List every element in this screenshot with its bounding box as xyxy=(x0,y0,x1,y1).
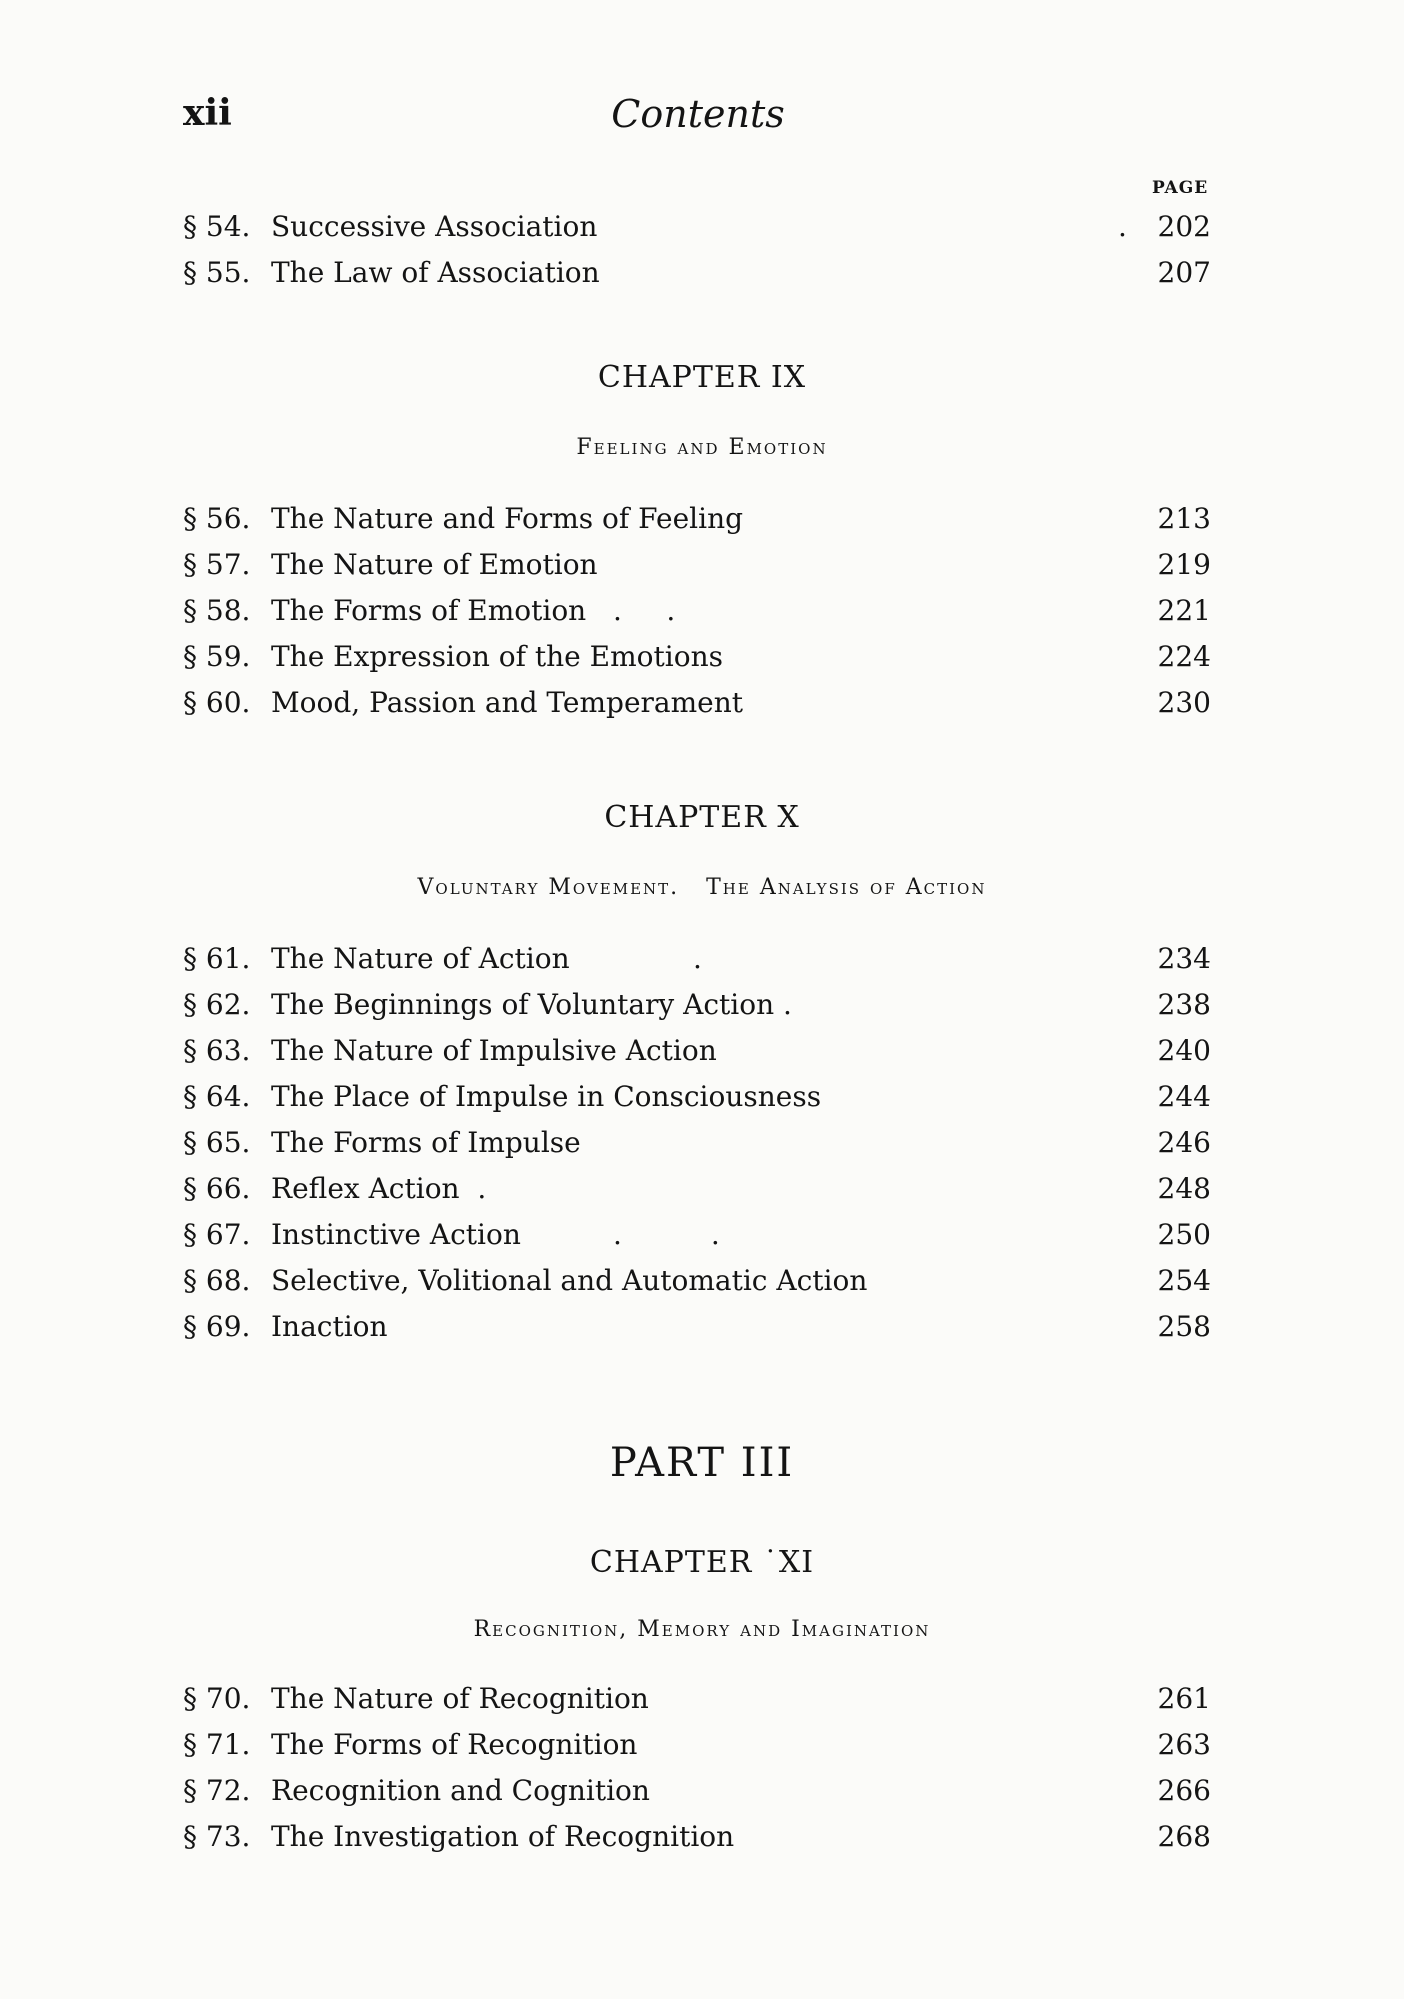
toc-entry xyxy=(183,1814,1211,1860)
toc-entry xyxy=(183,1304,1211,1350)
section-number: § 65. xyxy=(183,1126,251,1159)
toc-entry xyxy=(183,1120,1211,1166)
toc-entry xyxy=(183,1028,1211,1074)
page-ref: 238 xyxy=(1157,988,1211,1021)
page-ref: 230 xyxy=(1157,686,1211,719)
page-ref: 266 xyxy=(1157,1774,1211,1807)
page-ref: 224 xyxy=(1157,640,1211,673)
page-ref: 246 xyxy=(1157,1126,1211,1159)
page-ref: 250 xyxy=(1157,1218,1211,1251)
section-number: § 62. xyxy=(183,988,251,1021)
page-number: xii xyxy=(183,92,232,134)
section-title: The Nature of Emotion xyxy=(271,548,598,581)
section-number: § 63. xyxy=(183,1034,251,1067)
toc-entry xyxy=(183,250,1211,296)
toc-entry xyxy=(183,1722,1211,1768)
page-ref: 268 xyxy=(1157,1820,1211,1853)
page-ref: 263 xyxy=(1157,1728,1211,1761)
toc-entry xyxy=(183,1258,1211,1304)
page-ref: 258 xyxy=(1157,1310,1211,1343)
section-title: The Investigation of Recognition xyxy=(271,1820,735,1853)
section-title: Mood, Passion and Temperament xyxy=(271,686,744,719)
chapter-subtitle: Voluntary Movement. The Analysis of Action xyxy=(417,875,987,900)
chapter-heading: CHAPTER ˙XI xyxy=(589,1545,815,1580)
section-title: The Nature of Recognition xyxy=(271,1682,649,1715)
section-title: The Forms of Impulse xyxy=(271,1126,581,1159)
toc-entry xyxy=(183,982,1211,1028)
section-number: § 58. xyxy=(183,594,251,627)
dot-leader: . xyxy=(693,942,702,975)
toc-entry xyxy=(183,936,1211,982)
section-number: § 67. xyxy=(183,1218,251,1251)
section-number: § 70. xyxy=(183,1682,251,1715)
page-ref: 248 xyxy=(1157,1172,1211,1205)
toc-block-4 xyxy=(183,1676,1211,1860)
section-title: Recognition and Cognition xyxy=(271,1774,650,1807)
page-ref: 240 xyxy=(1157,1034,1211,1067)
toc-entry xyxy=(183,634,1211,680)
section-title: Inaction xyxy=(271,1310,388,1343)
page-ref: 213 xyxy=(1157,502,1211,535)
section-number: § 57. xyxy=(183,548,251,581)
toc-entry xyxy=(183,1074,1211,1120)
chapter-subtitle: Feeling and Emotion xyxy=(576,435,828,460)
section-number: § 68. xyxy=(183,1264,251,1297)
toc-entry xyxy=(183,1212,1211,1258)
section-title: The Forms of Emotion xyxy=(271,594,587,627)
section-number: § 59. xyxy=(183,640,251,673)
section-title: Reflex Action . xyxy=(271,1172,487,1205)
section-number: § 54. xyxy=(183,210,251,243)
toc-entry xyxy=(183,1166,1211,1212)
section-title: The Forms of Recognition xyxy=(271,1728,638,1761)
section-number: § 71. xyxy=(183,1728,251,1761)
toc-entry xyxy=(183,496,1211,542)
section-number: § 73. xyxy=(183,1820,251,1853)
chapter-heading: CHAPTER IX xyxy=(597,360,807,395)
section-title: The Nature and Forms of Feeling xyxy=(271,502,744,535)
section-number: § 72. xyxy=(183,1774,251,1807)
dot-leader: . xyxy=(1118,210,1127,243)
section-title: The Expression of the Emotions xyxy=(271,640,723,673)
toc-entry xyxy=(183,1768,1211,1814)
toc-block-2 xyxy=(183,496,1211,726)
section-title: The Nature of Action xyxy=(271,942,570,975)
dot-leader: . . xyxy=(613,594,676,627)
page-ref: 207 xyxy=(1157,256,1211,289)
chapter-heading: CHAPTER X xyxy=(604,800,800,835)
section-title: Selective, Volitional and Automatic Action xyxy=(271,1264,868,1297)
page-ref: 202 xyxy=(1157,210,1211,243)
section-title: Successive Association xyxy=(271,210,598,243)
page-ref: 221 xyxy=(1157,594,1211,627)
section-number: § 66. xyxy=(183,1172,251,1205)
toc-entry xyxy=(183,1676,1211,1722)
toc-entry xyxy=(183,204,1211,250)
section-number: § 56. xyxy=(183,502,251,535)
toc-entry xyxy=(183,680,1211,726)
section-number: § 69. xyxy=(183,1310,251,1343)
page-ref: 234 xyxy=(1157,942,1211,975)
toc-entry xyxy=(183,588,1211,634)
page-ref: 261 xyxy=(1157,1682,1211,1715)
section-title: The Nature of Impulsive Action xyxy=(271,1034,717,1067)
section-title: Instinctive Action xyxy=(271,1218,521,1251)
section-title: The Beginnings of Voluntary Action . xyxy=(271,988,792,1021)
page-column-label: PAGE xyxy=(1152,178,1209,198)
dot-leader: . . xyxy=(613,1218,720,1251)
toc-entry xyxy=(183,542,1211,588)
page-ref: 219 xyxy=(1157,548,1211,581)
toc-block-1 xyxy=(183,204,1211,296)
section-number: § 64. xyxy=(183,1080,251,1113)
toc-block-3 xyxy=(183,936,1211,1350)
section-number: § 61. xyxy=(183,942,251,975)
running-title: Contents xyxy=(611,92,785,136)
page-ref: 244 xyxy=(1157,1080,1211,1113)
page-ref: 254 xyxy=(1157,1264,1211,1297)
section-number: § 60. xyxy=(183,686,251,719)
section-number: § 55. xyxy=(183,256,251,289)
part-heading: PART III xyxy=(609,1440,795,1486)
section-title: The Law of Association xyxy=(271,256,600,289)
page-header xyxy=(183,92,1213,152)
chapter-subtitle: Recognition, Memory and Imagination xyxy=(473,1617,931,1642)
section-title: The Place of Impulse in Consciousness xyxy=(271,1080,822,1113)
